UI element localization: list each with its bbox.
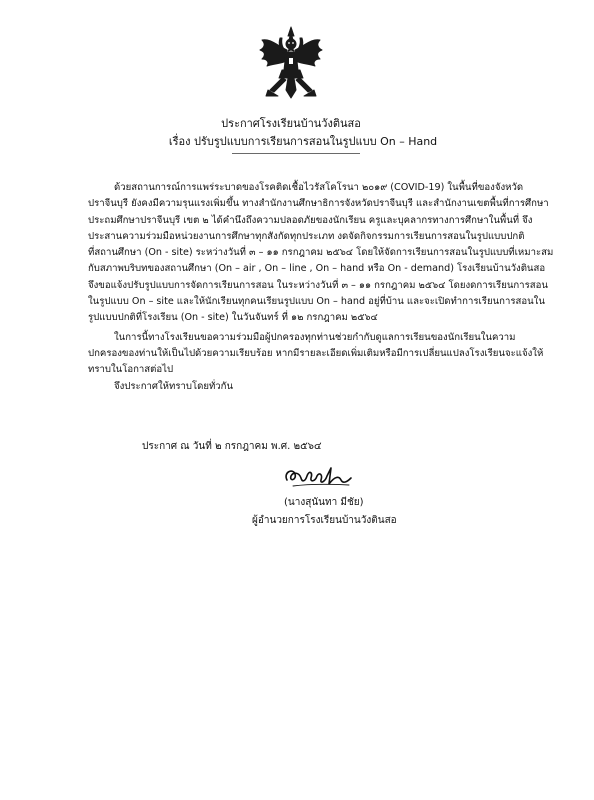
paragraph-1-line: ประสานความร่วมมือหน่วยงานการศึกษาทุกสังกัดทุกประเภท งดจัดกิจกรรมการเรียนการสอนในรูปแบบปกติ — [88, 230, 525, 242]
paragraph-2-line: ปกครองของท่านให้เป็นไปด้วยความเรียบร้อย หากมีรายละเอียดเพิ่มเติมหรือมีการเปลี่ยนแปลงโรงเรียนจะแจ้งให้ — [88, 347, 544, 359]
paragraph-2-line: ทราบในโอกาสต่อไป — [88, 364, 174, 376]
paragraph-1-line: จึงขอแจ้งปรับรูปแบบการจัดการเรียนการสอน ในระหว่างวันที่ ๓ – ๑๑ กรกฎาคม ๒๕๖๔ โดยงดการเรียนการสอน — [88, 279, 548, 291]
announcement-body — [88, 180, 554, 395]
paragraph-2-line: ในการนี้ทางโรงเรียนขอความร่วมมือผู้ปกครองทุกท่านช่วยกำกับดูแลการเรียนของนักเรียนในความ — [114, 331, 516, 343]
paragraph-1-line: ในรูปแบบ On – site และให้นักเรียนทุกคนเรียนรูปแบบ On – hand อยู่ที่บ้าน และจะเปิดทำการเรียนการสอนใน — [88, 296, 545, 308]
paragraph-1-line: ที่สถานศึกษา (On - site) ระหว่างวันที่ ๓ – ๑๑ กรกฎาคม ๒๕๖๔ โดยให้จัดการเรียนการสอนในรูปแบบที่เหมาะสม — [88, 247, 554, 259]
announcement-subject: เรื่อง ปรับรูปแบบการเรียนการสอนในรูปแบบ On – Hand — [168, 135, 438, 148]
signer-name: (นางสุนันทา มีชัย) — [284, 497, 364, 508]
garuda-emblem-icon — [258, 26, 324, 100]
closing-line: จึงประกาศให้ทราบโดยทั่วกัน — [114, 380, 234, 392]
announcement-heading: ประกาศโรงเรียนบ้านวังตินสอ — [221, 117, 361, 130]
signer-position: ผู้อำนวยการโรงเรียนบ้านวังตินสอ — [252, 515, 397, 526]
paragraph-1-line: ประถมศึกษาปราจีนบุรี เขต ๒ ได้คำนึงถึงความปลอดภัยของนักเรียน ครูและบุคลากรทางการศึกษาในพื้นที่ จึง — [88, 214, 533, 226]
announcement-date: ประกาศ ณ วันที่ ๒ กรกฎาคม พ.ศ. ๒๕๖๔ — [142, 441, 322, 452]
title-divider — [232, 153, 360, 154]
paragraph-1-line: รูปแบบปกติที่โรงเรียน (On - site) ในวันจันทร์ ที่ ๑๒ กรกฎาคม ๒๕๖๔ — [88, 312, 378, 324]
paragraph-1-line: กับสภาพบริบทของสถานศึกษา (On – air , On – line , On – hand หรือ On - demand) โรงเรียนบ้านวังตินสอ — [88, 263, 546, 275]
handwritten-signature — [279, 462, 357, 492]
paragraph-1-line: ด้วยสถานการณ์การแพร่ระบาดของโรคติดเชื้อไวรัสโคโรนา ๒๐๑๙ (COVID-19) ในพื้นที่ของจังหวัด — [114, 182, 524, 193]
paragraph-1-line: ปราจีนบุรี ยังคงมีความรุนแรงเพิ่มขึ้น ทางสำนักงานศึกษาธิการจังหวัดปราจีนบุรี และสำนักงานเขตพื้นที่การศึกษา — [88, 198, 549, 210]
